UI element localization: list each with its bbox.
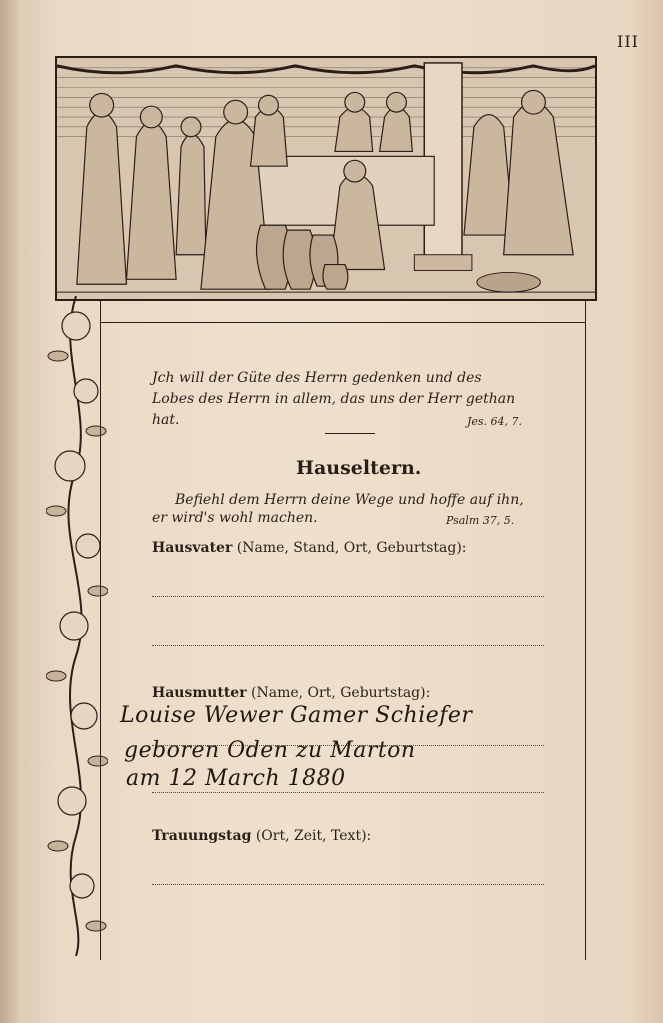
wedding-feast-illustration — [55, 56, 597, 301]
handwriting-line-3: am 12 March 1880 — [126, 766, 346, 791]
handwriting-line-1: Louise Wewer Gamer Schiefer — [120, 703, 473, 728]
book-gutter — [0, 0, 18, 1023]
section-divider — [325, 433, 375, 434]
motto-reference: Psalm 37, 5. — [446, 514, 515, 527]
page-number: III — [617, 32, 639, 51]
father-entry-line-2[interactable] — [152, 645, 544, 646]
motto-line-2: er wird's wohl machen. — [152, 510, 318, 526]
wedding-label-bold: Trauungstag — [152, 828, 252, 844]
mother-label-rest: (Name, Ort, Geburtstag): — [246, 685, 431, 701]
father-label-bold: Hausvater — [152, 540, 233, 556]
section-heading: Hauseltern. — [296, 457, 422, 479]
father-field-label — [152, 540, 467, 556]
handwriting-line-2: geboren Oden zu Marton — [124, 738, 416, 763]
wedding-label-rest: (Ort, Zeit, Text): — [251, 828, 372, 844]
verse-reference: Jes. 64, 7. — [467, 415, 523, 428]
verse-line-3: hat. — [152, 412, 180, 428]
mother-entry-line-1[interactable] — [152, 745, 544, 746]
wedding-entry-line-1[interactable] — [152, 884, 544, 885]
verse-line-2: Lobes des Herrn in allem, das uns der Herr gethan — [152, 391, 516, 407]
father-entry-line-1[interactable] — [152, 596, 544, 597]
mother-entry-line-2[interactable] — [152, 792, 544, 793]
father-label-rest: (Name, Stand, Ort, Geburtstag): — [232, 540, 467, 556]
motto-line-1: Befiehl dem Herrn deine Wege und hoffe auf ihn, — [175, 492, 524, 508]
wedding-field-label — [152, 828, 371, 844]
verse-line-1: Jch will der Güte des Herrn gedenken und des — [152, 370, 482, 386]
mother-field-label — [152, 685, 430, 701]
floral-border-ornament — [46, 296, 108, 956]
mother-label-bold: Hausmutter — [152, 685, 247, 701]
frame-top-rule — [100, 322, 586, 323]
